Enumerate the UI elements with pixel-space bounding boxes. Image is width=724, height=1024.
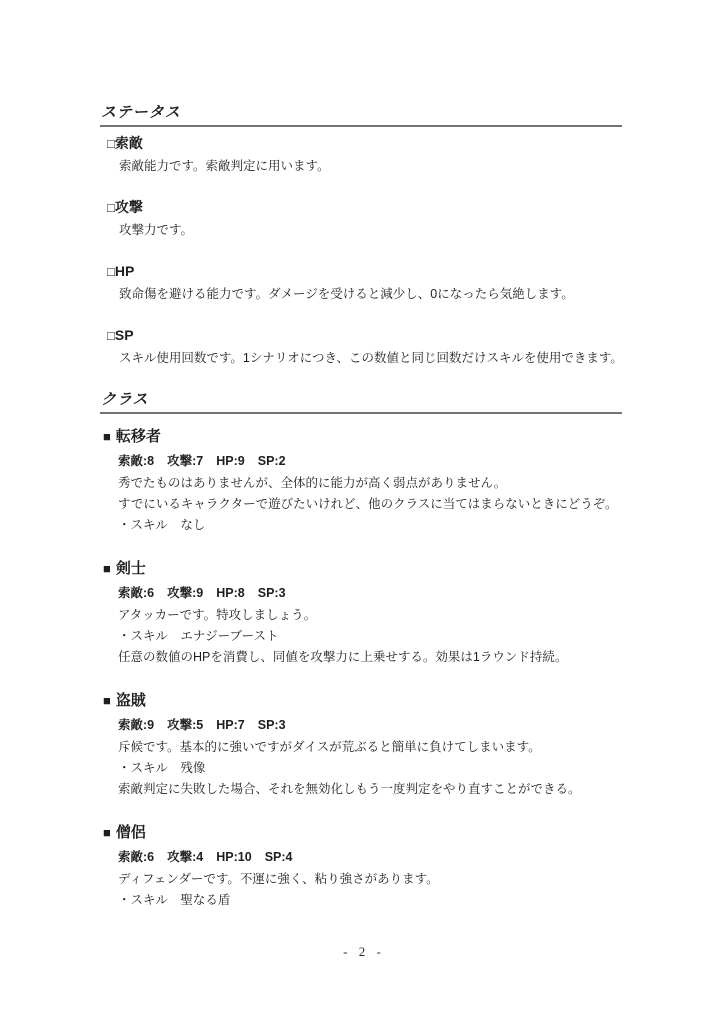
stat-entry-sp bbox=[100, 327, 622, 365]
class-description-line: アタッカーです。特攻しましょう。 bbox=[118, 608, 317, 622]
filled-square-bullet-icon: ■ bbox=[103, 429, 111, 444]
class-stats-line bbox=[100, 850, 622, 864]
stat-pair: 索敵:6 bbox=[118, 586, 155, 600]
class-skill-effect-line: 索敵判定に失敗した場合、それを無効化しもう一度判定をやり直すことができる。 bbox=[118, 782, 581, 796]
stat-pair: 索敵:8 bbox=[118, 454, 155, 468]
stat-entry-name: SP bbox=[114, 327, 134, 343]
stat-entry-name: 攻撃 bbox=[114, 199, 143, 215]
stat-pair: HP:8 bbox=[216, 586, 245, 600]
class-skill-line: ・スキル エナジーブースト bbox=[118, 629, 279, 643]
section-title-class: クラス bbox=[100, 391, 622, 414]
stat-entry-heading bbox=[100, 199, 622, 216]
class-description-line: ディフェンダーです。不運に強く、粘り強さがあります。 bbox=[118, 872, 439, 886]
class-name: 僧侶 bbox=[115, 824, 146, 841]
page-number: - 2 - bbox=[343, 944, 381, 959]
class-name-heading bbox=[100, 428, 622, 445]
class-stats-line bbox=[100, 718, 622, 732]
class-name-heading bbox=[100, 824, 622, 841]
stat-pair: SP:4 bbox=[264, 850, 293, 864]
class-skill-line: ・スキル 聖なる盾 bbox=[118, 893, 231, 907]
class-name-heading bbox=[100, 692, 622, 709]
stat-pair: SP:3 bbox=[257, 718, 286, 732]
class-section bbox=[100, 391, 622, 907]
class-name: 剣士 bbox=[115, 560, 146, 577]
stat-pair: SP:3 bbox=[257, 586, 286, 600]
open-square-bullet-icon: □ bbox=[107, 136, 115, 151]
stat-entry-heading bbox=[100, 135, 622, 152]
section-title-status: ステータス bbox=[100, 104, 622, 127]
filled-square-bullet-icon: ■ bbox=[103, 825, 111, 840]
stat-pair: 攻撃:9 bbox=[167, 586, 204, 600]
stat-pair: 索敵:9 bbox=[118, 718, 155, 732]
stat-entry-heading bbox=[100, 327, 622, 344]
class-skill-effect-line: 任意の数値のHPを消費し、同値を攻撃力に上乗せする。効果は1ラウンド持続。 bbox=[118, 650, 568, 664]
status-section bbox=[100, 104, 622, 365]
stat-pair: HP:10 bbox=[216, 850, 252, 864]
class-entry-tozoku bbox=[100, 692, 622, 796]
stat-pair: 攻撃:7 bbox=[167, 454, 204, 468]
filled-square-bullet-icon: ■ bbox=[103, 693, 111, 708]
class-entry-soryo bbox=[100, 824, 622, 907]
stat-entry-sakuteki bbox=[100, 135, 622, 173]
stat-pair: HP:9 bbox=[216, 454, 245, 468]
stat-entry-description: スキル使用回数です。1シナリオにつき、この数値と同じ回数だけスキルを使用できます。 bbox=[119, 351, 623, 365]
open-square-bullet-icon: □ bbox=[107, 328, 115, 343]
open-square-bullet-icon: □ bbox=[107, 200, 115, 215]
stat-pair: 索敵:6 bbox=[118, 850, 155, 864]
stat-entry-heading bbox=[100, 263, 622, 280]
class-skill-line: ・スキル 残像 bbox=[118, 761, 206, 775]
stat-entry-description: 攻撃力です。 bbox=[119, 223, 194, 237]
stat-pair: HP:7 bbox=[216, 718, 245, 732]
class-entry-kenshi bbox=[100, 560, 622, 664]
class-description-line: 斥候です。基本的に強いですがダイスが荒ぶると簡単に負けてしまいます。 bbox=[118, 740, 541, 754]
stat-entry-name: HP bbox=[114, 263, 135, 279]
stat-entry-hp bbox=[100, 263, 622, 301]
class-description-line: すでにいるキャラクターで遊びたいけれど、他のクラスに当てはまらないときにどうぞ。 bbox=[118, 497, 618, 511]
stat-entry-description: 索敵能力です。索敵判定に用います。 bbox=[119, 159, 330, 173]
stat-pair: SP:2 bbox=[257, 454, 286, 468]
class-name-heading bbox=[100, 560, 622, 577]
class-stats-line bbox=[100, 586, 622, 600]
stat-pair: 攻撃:4 bbox=[167, 850, 204, 864]
class-skill-line: ・スキル なし bbox=[118, 518, 206, 532]
class-stats-line bbox=[100, 454, 622, 468]
stat-entry-name: 索敵 bbox=[114, 135, 143, 151]
class-name: 転移者 bbox=[115, 428, 161, 445]
stat-entry-description: 致命傷を避ける能力です。ダメージを受けると減少し、0になったら気絶します。 bbox=[119, 287, 574, 301]
open-square-bullet-icon: □ bbox=[107, 264, 115, 279]
stat-pair: 攻撃:5 bbox=[167, 718, 204, 732]
class-entry-tenisha bbox=[100, 428, 622, 532]
class-name: 盗賊 bbox=[115, 692, 146, 709]
class-description-line: 秀でたものはありませんが、全体的に能力が高く弱点がありません。 bbox=[118, 476, 507, 490]
stat-entry-attack bbox=[100, 199, 622, 237]
filled-square-bullet-icon: ■ bbox=[103, 561, 111, 576]
